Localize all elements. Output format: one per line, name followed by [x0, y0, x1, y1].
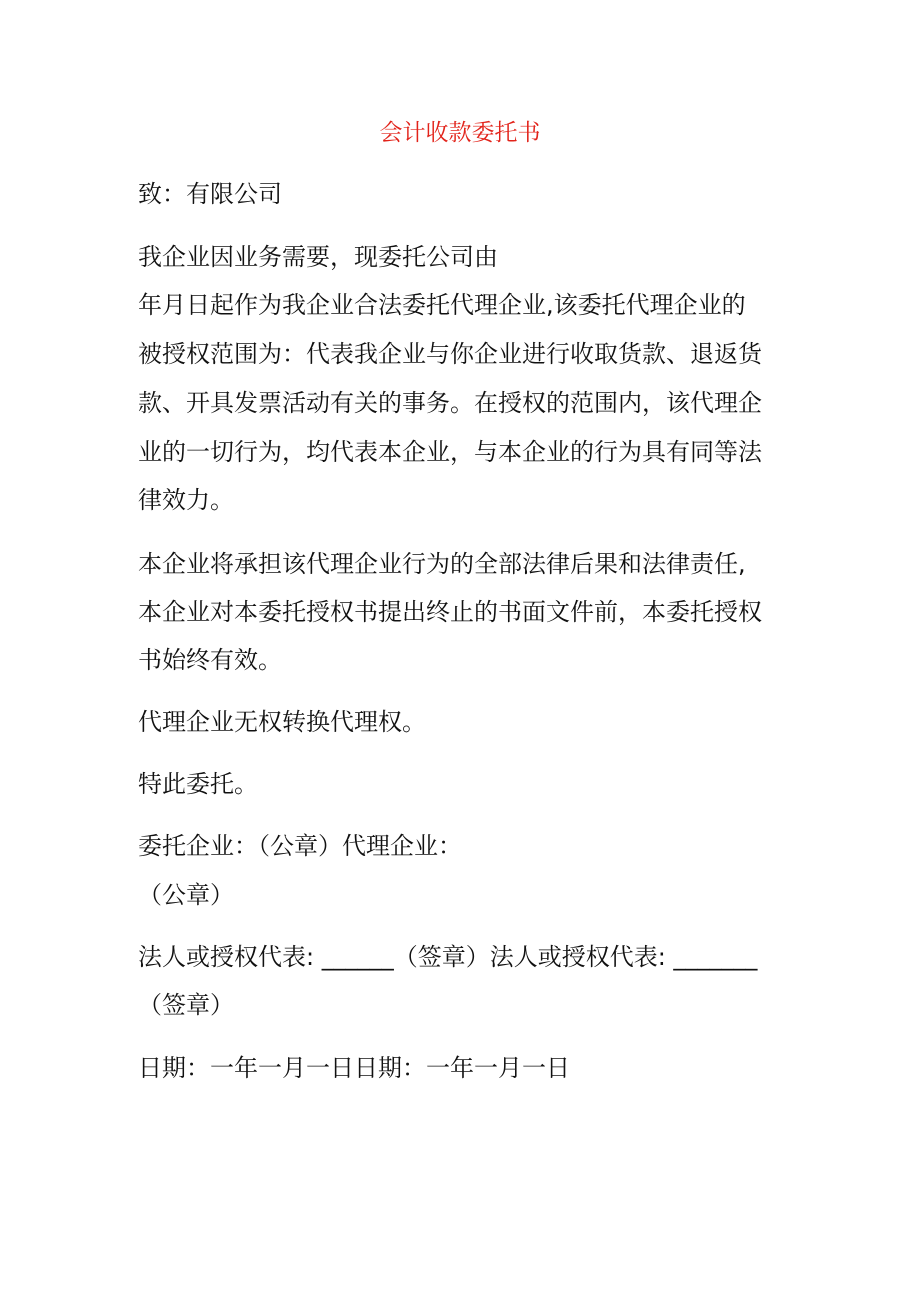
date-line: 日期：一年一月一日日期：一年一月一日: [138, 1054, 570, 1082]
paragraph-line: 律效力。: [138, 486, 234, 514]
closing-line: 特此委托。: [138, 770, 258, 798]
document-title: 会计收款委托书: [379, 120, 541, 146]
paragraph-line: 业的一切行为，均代表本企业，与本企业的行为具有同等法: [138, 438, 762, 466]
paragraph-line: 代理企业无权转换代理权。: [138, 708, 426, 736]
paragraph-line: 被授权范围为：代表我企业与你企业进行收取货款、退返货: [138, 340, 762, 368]
seal-line: （公章）: [138, 881, 234, 909]
paragraph-line: 年月日起作为我企业合法委托代理企业,该委托代理企业的: [138, 291, 746, 319]
addressee-line: 致：有限公司: [138, 180, 282, 208]
paragraph-line: 本企业对本委托授权书提出终止的书面文件前，本委托授权: [138, 598, 762, 626]
paragraph-line: 我企业因业务需要，现委托公司由: [138, 243, 498, 271]
seal-line: 委托企业：（公章）代理企业：: [138, 832, 462, 860]
paragraph-line: 书始终有效。: [138, 646, 282, 674]
paragraph-line: 款、开具发票活动有关的事务。在授权的范围内，该代理企: [138, 389, 762, 417]
signature-line: （签章）: [138, 991, 234, 1019]
signature-line: 法人或授权代表: ______（签章）法人或授权代表: _______: [138, 943, 758, 971]
paragraph-line: 本企业将承担该代理企业行为的全部法律后果和法律责任,: [138, 550, 746, 578]
